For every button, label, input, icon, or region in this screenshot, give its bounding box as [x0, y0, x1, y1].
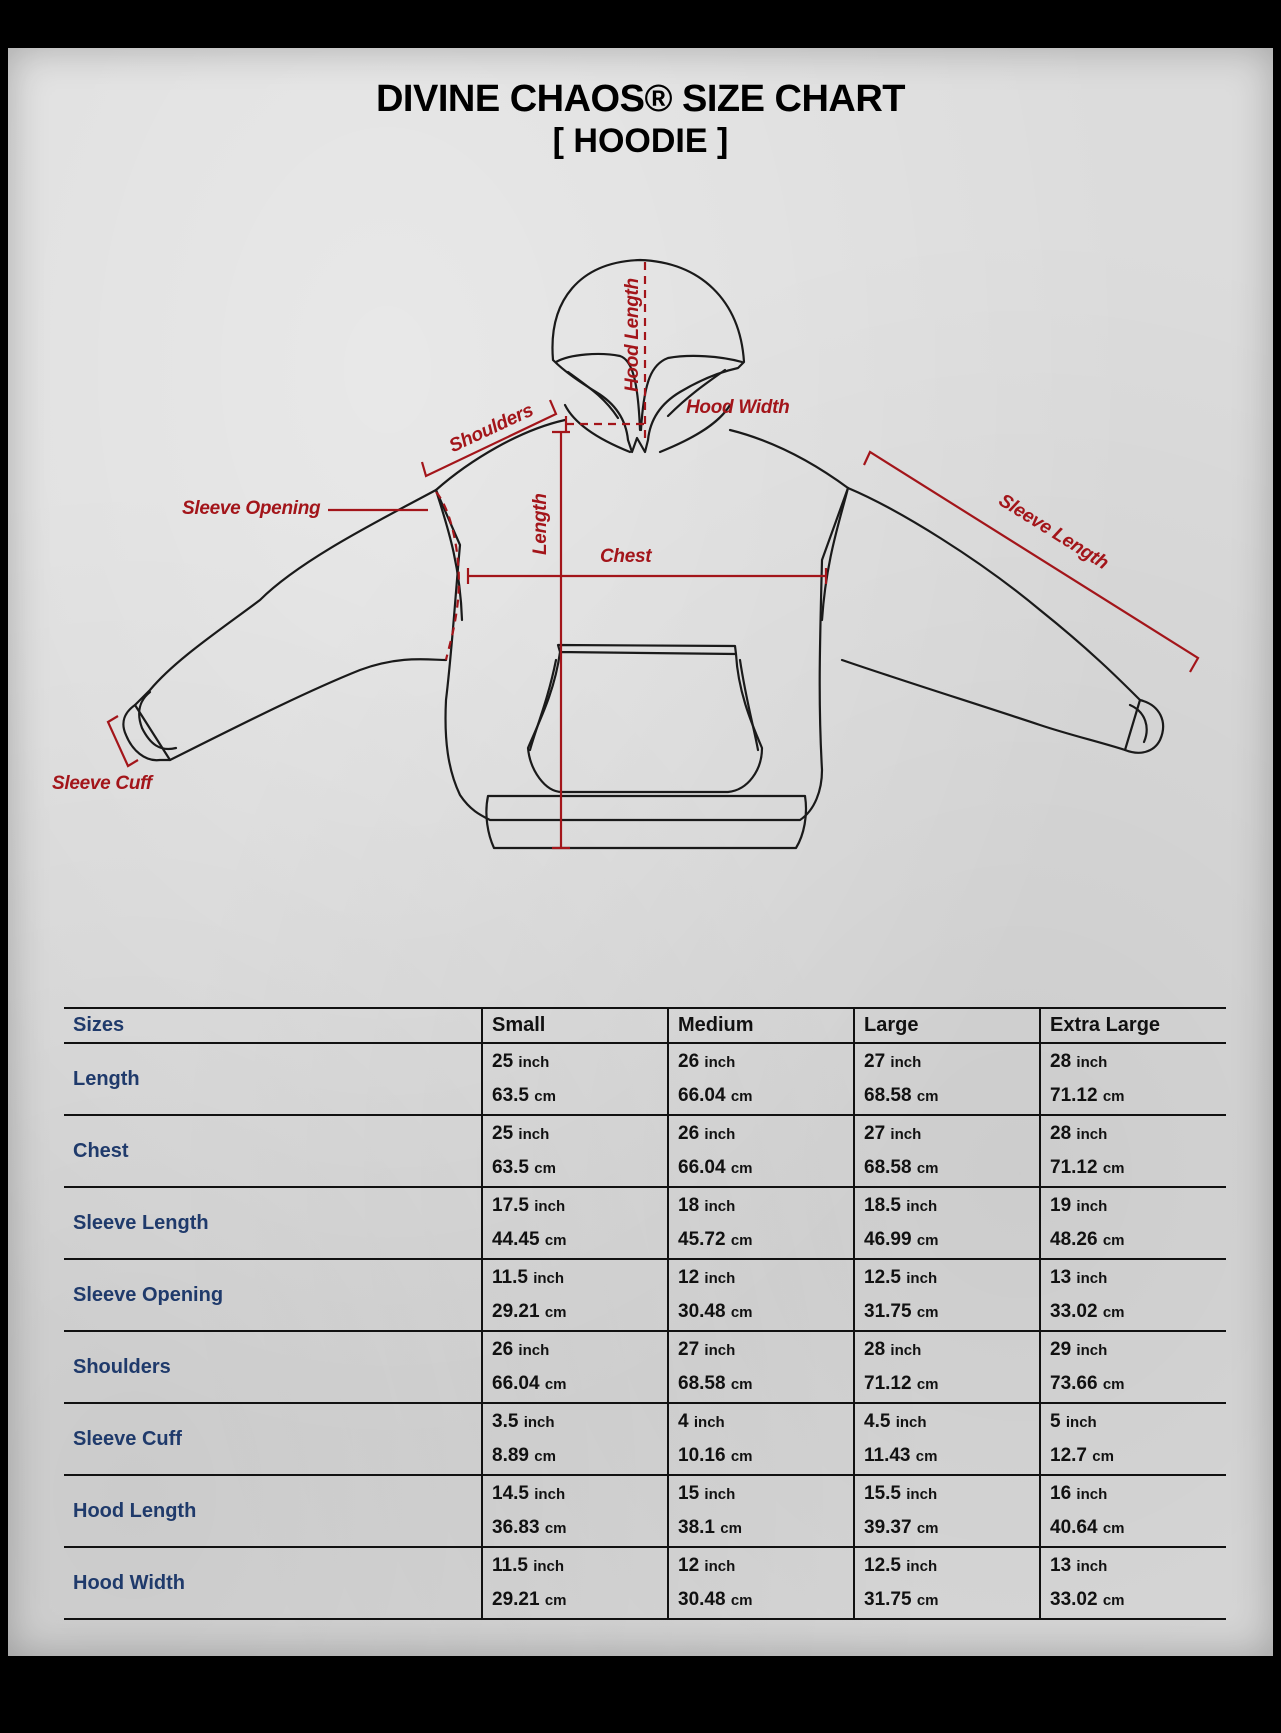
value-number: 4 [678, 1411, 689, 1432]
size-cell [1040, 1475, 1226, 1547]
value-number: 12 [678, 1267, 700, 1288]
value-number: 25 [492, 1123, 514, 1144]
value-number: 27 [678, 1339, 700, 1360]
value-unit: cm [916, 1376, 939, 1393]
value-unit: inch [533, 1558, 565, 1575]
value-number: 15.5 [864, 1483, 901, 1504]
value-number: 10.16 [678, 1445, 726, 1466]
size-value-cm [1050, 1439, 1226, 1473]
value-unit: cm [730, 1232, 753, 1249]
size-value-cm [1050, 1079, 1226, 1113]
size-cell [854, 1475, 1040, 1547]
size-cell [482, 1115, 668, 1187]
value-unit: cm [1092, 1448, 1114, 1465]
size-value-inch [678, 1405, 853, 1439]
value-unit: cm [916, 1304, 939, 1321]
value-number: 39.37 [864, 1517, 912, 1538]
value-number: 27 [864, 1051, 886, 1072]
value-number: 36.83 [492, 1517, 540, 1538]
size-value-cm [1050, 1223, 1226, 1257]
value-number: 31.75 [864, 1301, 912, 1322]
value-number: 68.58 [864, 1085, 912, 1106]
value-unit: inch [906, 1486, 938, 1503]
size-cell [854, 1547, 1040, 1619]
size-value-inch [492, 1333, 667, 1367]
size-value-inch [864, 1333, 1039, 1367]
column-header-small: Small [482, 1008, 668, 1043]
value-number: 19 [1050, 1195, 1072, 1216]
size-value-inch [492, 1117, 667, 1151]
value-unit: cm [730, 1592, 753, 1609]
size-cell [1040, 1187, 1226, 1259]
value-unit: inch [704, 1486, 736, 1503]
size-value-cm [492, 1367, 667, 1401]
value-unit: inch [1076, 1486, 1108, 1503]
value-unit: cm [1102, 1088, 1125, 1105]
measurement-label: Sleeve Opening [64, 1259, 482, 1331]
value-number: 28 [1050, 1123, 1072, 1144]
value-unit: cm [916, 1160, 939, 1177]
measurement-label: Sleeve Cuff [64, 1403, 482, 1475]
value-number: 12.5 [864, 1555, 901, 1576]
size-value-inch [492, 1405, 667, 1439]
value-unit: inch [518, 1054, 550, 1071]
size-value-inch [864, 1261, 1039, 1295]
value-number: 66.04 [678, 1157, 726, 1178]
value-unit: inch [890, 1126, 922, 1143]
size-value-cm [678, 1295, 853, 1329]
size-cell [668, 1115, 854, 1187]
size-value-cm [678, 1079, 853, 1113]
value-number: 71.12 [864, 1373, 912, 1394]
value-number: 66.04 [492, 1373, 540, 1394]
size-cell [482, 1187, 668, 1259]
size-value-cm [864, 1151, 1039, 1185]
size-value-cm [1050, 1511, 1226, 1545]
size-cell [668, 1475, 854, 1547]
value-unit: inch [1076, 1198, 1108, 1215]
value-unit: cm [1102, 1304, 1125, 1321]
left-sleeve [135, 490, 446, 760]
value-unit: cm [544, 1520, 567, 1537]
chest-label: Chest [600, 546, 652, 567]
measurement-label: Chest [64, 1115, 482, 1187]
value-number: 26 [678, 1123, 700, 1144]
measurement-label: Length [64, 1043, 482, 1115]
value-unit: cm [916, 1520, 939, 1537]
size-value-cm [864, 1223, 1039, 1257]
value-number: 11.5 [492, 1555, 528, 1576]
size-cell [482, 1547, 668, 1619]
size-value-cm [678, 1367, 853, 1401]
value-number: 45.72 [678, 1229, 726, 1250]
size-cell [482, 1475, 668, 1547]
measurement-label: Hood Length [64, 1475, 482, 1547]
value-unit: cm [730, 1376, 753, 1393]
value-unit: inch [704, 1558, 736, 1575]
table-row [64, 1403, 1226, 1475]
value-unit: cm [534, 1160, 556, 1177]
value-unit: inch [523, 1414, 555, 1431]
size-value-cm [864, 1079, 1039, 1113]
size-value-cm [492, 1295, 667, 1329]
shoulders-label: Shoulders [446, 399, 537, 458]
kangaroo-pocket [528, 645, 762, 792]
value-unit: inch [906, 1558, 938, 1575]
table-row [64, 1115, 1226, 1187]
value-number: 40.64 [1050, 1517, 1098, 1538]
value-unit: inch [704, 1342, 736, 1359]
page-subtitle: [ HOODIE ] [552, 122, 729, 160]
value-number: 44.45 [492, 1229, 540, 1250]
size-value-inch [864, 1045, 1039, 1079]
size-value-inch [678, 1189, 853, 1223]
size-value-cm [678, 1439, 853, 1473]
value-unit: cm [720, 1520, 742, 1537]
size-value-cm [864, 1367, 1039, 1401]
value-number: 5 [1050, 1411, 1061, 1432]
sleeve-length-bracket [864, 452, 1198, 672]
size-cell [854, 1259, 1040, 1331]
value-number: 14.5 [492, 1483, 529, 1504]
value-unit: cm [916, 1592, 939, 1609]
value-number: 4.5 [864, 1411, 891, 1432]
size-value-inch [492, 1045, 667, 1079]
table-row [64, 1043, 1226, 1115]
size-value-inch [1050, 1261, 1226, 1295]
size-value-inch [492, 1477, 667, 1511]
size-cell [1040, 1403, 1226, 1475]
value-unit: cm [534, 1448, 556, 1465]
value-number: 28 [864, 1339, 886, 1360]
size-cell [668, 1259, 854, 1331]
size-value-cm [492, 1223, 667, 1257]
value-number: 48.26 [1050, 1229, 1098, 1250]
column-header-large: Large [854, 1008, 1040, 1043]
body-outline [436, 420, 848, 820]
size-value-inch [678, 1045, 853, 1079]
value-number: 26 [492, 1339, 514, 1360]
size-value-inch [1050, 1477, 1226, 1511]
value-unit: cm [916, 1232, 939, 1249]
size-cell [668, 1187, 854, 1259]
size-value-inch [678, 1117, 853, 1151]
value-unit: cm [544, 1592, 567, 1609]
value-unit: cm [544, 1304, 567, 1321]
value-unit: cm [915, 1448, 938, 1465]
value-number: 12.5 [864, 1267, 901, 1288]
size-value-cm [678, 1223, 853, 1257]
size-cell [482, 1403, 668, 1475]
size-value-inch [492, 1549, 667, 1583]
measurement-label: Sleeve Length [64, 1187, 482, 1259]
size-cell [668, 1403, 854, 1475]
value-unit: inch [704, 1126, 736, 1143]
size-value-cm [1050, 1151, 1226, 1185]
value-number: 71.12 [1050, 1085, 1098, 1106]
value-unit: inch [1065, 1414, 1097, 1431]
measurement-label: Hood Width [64, 1547, 482, 1619]
value-unit: inch [533, 1270, 565, 1287]
size-value-cm [492, 1439, 667, 1473]
size-value-inch [1050, 1189, 1226, 1223]
value-number: 15 [678, 1483, 700, 1504]
size-cell [1040, 1331, 1226, 1403]
size-value-inch [678, 1477, 853, 1511]
value-number: 16 [1050, 1483, 1072, 1504]
size-value-inch [864, 1477, 1039, 1511]
size-value-inch [864, 1189, 1039, 1223]
right-cuff [1125, 700, 1163, 753]
size-value-cm [492, 1151, 667, 1185]
value-unit: inch [1076, 1270, 1108, 1287]
sleeve-opening-label: Sleeve Opening [182, 498, 321, 519]
page-title: DIVINE CHAOS® SIZE CHART [375, 78, 906, 120]
size-cell [1040, 1115, 1226, 1187]
size-value-cm [492, 1583, 667, 1617]
size-cell [668, 1547, 854, 1619]
value-number: 13 [1050, 1267, 1072, 1288]
size-cell [1040, 1259, 1226, 1331]
value-unit: inch [895, 1414, 927, 1431]
value-unit: inch [1076, 1054, 1108, 1071]
value-unit: cm [1102, 1232, 1125, 1249]
size-value-cm [864, 1511, 1039, 1545]
size-value-inch [678, 1333, 853, 1367]
table-row [64, 1187, 1226, 1259]
table-row [64, 1547, 1226, 1619]
value-number: 31.75 [864, 1589, 912, 1610]
size-value-cm [864, 1295, 1039, 1329]
value-number: 29.21 [492, 1301, 540, 1322]
size-value-cm [1050, 1583, 1226, 1617]
value-unit: inch [704, 1054, 736, 1071]
hem-band [486, 796, 806, 848]
size-value-inch [1050, 1045, 1226, 1079]
value-unit: cm [916, 1088, 939, 1105]
size-cell [482, 1331, 668, 1403]
value-number: 13 [1050, 1555, 1072, 1576]
value-unit: inch [693, 1414, 725, 1431]
value-number: 18.5 [864, 1195, 901, 1216]
value-number: 33.02 [1050, 1301, 1098, 1322]
value-number: 68.58 [864, 1157, 912, 1178]
value-unit: inch [704, 1270, 736, 1287]
value-unit: inch [890, 1342, 922, 1359]
size-cell [854, 1331, 1040, 1403]
value-number: 11.5 [492, 1267, 528, 1288]
value-number: 17.5 [492, 1195, 529, 1216]
size-value-inch [1050, 1117, 1226, 1151]
value-unit: inch [534, 1198, 566, 1215]
sizes-header: Sizes [64, 1008, 482, 1043]
value-unit: inch [1076, 1342, 1108, 1359]
value-number: 46.99 [864, 1229, 912, 1250]
value-number: 3.5 [492, 1411, 519, 1432]
size-value-inch [678, 1549, 853, 1583]
table-row [64, 1475, 1226, 1547]
value-unit: cm [534, 1088, 556, 1105]
size-cell [854, 1187, 1040, 1259]
size-value-cm [678, 1583, 853, 1617]
value-number: 66.04 [678, 1085, 726, 1106]
size-value-inch [492, 1189, 667, 1223]
value-number: 63.5 [492, 1157, 529, 1178]
size-cell [668, 1331, 854, 1403]
size-value-cm [1050, 1367, 1226, 1401]
value-unit: cm [1102, 1160, 1125, 1177]
size-cell [854, 1403, 1040, 1475]
pocket-inner [530, 660, 758, 750]
value-unit: cm [544, 1232, 567, 1249]
value-number: 73.66 [1050, 1373, 1098, 1394]
size-value-inch [1050, 1405, 1226, 1439]
value-number: 30.48 [678, 1589, 726, 1610]
value-unit: cm [544, 1376, 567, 1393]
size-value-cm [678, 1511, 853, 1545]
hood-length-label: Hood Length [622, 278, 643, 392]
size-value-inch [864, 1549, 1039, 1583]
value-unit: cm [1102, 1592, 1125, 1609]
value-unit: cm [1102, 1520, 1125, 1537]
size-cell [854, 1043, 1040, 1115]
value-number: 71.12 [1050, 1157, 1098, 1178]
size-cell [482, 1043, 668, 1115]
size-value-inch [1050, 1333, 1226, 1367]
value-unit: cm [730, 1088, 753, 1105]
table-row [64, 1259, 1226, 1331]
size-cell [854, 1115, 1040, 1187]
size-value-cm [864, 1583, 1039, 1617]
value-number: 33.02 [1050, 1589, 1098, 1610]
measurement-label: Shoulders [64, 1331, 482, 1403]
value-number: 11.43 [864, 1445, 911, 1466]
size-value-cm [492, 1511, 667, 1545]
value-unit: cm [730, 1448, 753, 1465]
value-number: 12 [678, 1555, 700, 1576]
size-value-cm [492, 1079, 667, 1113]
value-unit: cm [730, 1160, 753, 1177]
value-number: 8.89 [492, 1445, 529, 1466]
value-unit: inch [1076, 1558, 1108, 1575]
value-number: 12.7 [1050, 1445, 1087, 1466]
table-header-row [64, 1008, 1226, 1043]
value-number: 38.1 [678, 1517, 715, 1538]
size-table [64, 1007, 1226, 1620]
size-value-inch [1050, 1549, 1226, 1583]
value-unit: inch [890, 1054, 922, 1071]
size-value-cm [864, 1439, 1039, 1473]
value-number: 29.21 [492, 1589, 540, 1610]
value-unit: inch [906, 1198, 938, 1215]
value-unit: inch [1076, 1126, 1108, 1143]
size-cell [482, 1259, 668, 1331]
size-value-inch [492, 1261, 667, 1295]
size-cell [1040, 1547, 1226, 1619]
table-row [64, 1331, 1226, 1403]
value-number: 18 [678, 1195, 700, 1216]
value-unit: cm [730, 1304, 753, 1321]
sleeve-length-label: Sleeve Length [994, 490, 1112, 575]
size-value-cm [678, 1151, 853, 1185]
value-unit: inch [906, 1270, 938, 1287]
size-cell [1040, 1043, 1226, 1115]
value-number: 29 [1050, 1339, 1072, 1360]
length-label: Length [530, 493, 551, 555]
value-number: 28 [1050, 1051, 1072, 1072]
value-unit: inch [704, 1198, 736, 1215]
value-number: 27 [864, 1123, 886, 1144]
value-unit: cm [1102, 1376, 1125, 1393]
value-unit: inch [518, 1126, 550, 1143]
sleeve-cuff-label: Sleeve Cuff [52, 773, 152, 794]
value-number: 26 [678, 1051, 700, 1072]
value-number: 25 [492, 1051, 514, 1072]
size-value-inch [864, 1117, 1039, 1151]
size-value-cm [1050, 1295, 1226, 1329]
value-number: 68.58 [678, 1373, 726, 1394]
value-unit: inch [518, 1342, 550, 1359]
value-number: 63.5 [492, 1085, 529, 1106]
value-unit: inch [534, 1486, 566, 1503]
hood-width-label: Hood Width [686, 397, 790, 418]
column-header-extra-large: Extra Large [1040, 1008, 1226, 1043]
right-seam [822, 488, 848, 620]
value-number: 30.48 [678, 1301, 726, 1322]
size-value-inch [678, 1261, 853, 1295]
size-value-inch [864, 1405, 1039, 1439]
size-cell [668, 1043, 854, 1115]
column-header-medium: Medium [668, 1008, 854, 1043]
